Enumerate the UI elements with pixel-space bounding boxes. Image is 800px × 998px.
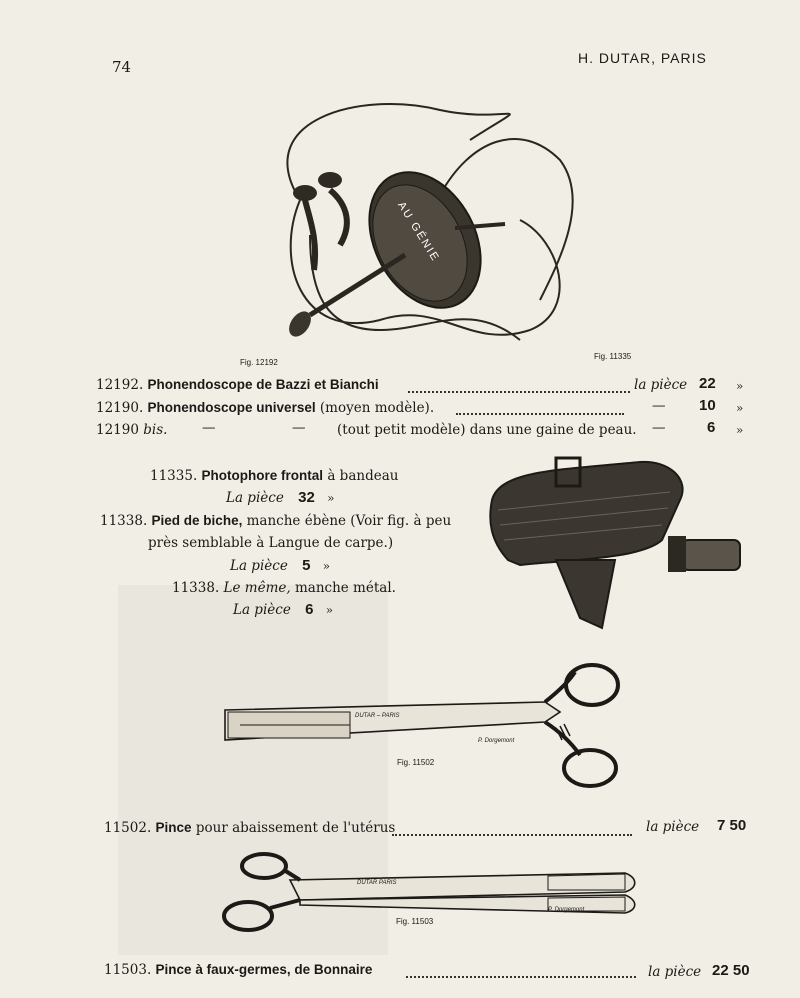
entry-ref: 11338. <box>100 513 148 529</box>
ditto-dash-2: — <box>292 420 306 436</box>
entry-unit: La pièce <box>233 602 291 618</box>
entry-11503 <box>104 962 372 978</box>
entry-mark: » <box>325 603 334 617</box>
pince-11503-signature: P. Dorgemont <box>548 907 585 913</box>
entry-unit: — <box>652 398 666 414</box>
entry-name: Pied de biche, <box>151 513 243 528</box>
entry-unit: la pièce <box>648 964 702 980</box>
company-header: H. DUTAR, PARIS <box>578 50 707 66</box>
entry-desc-line2: près semblable à Langue de carpe.) <box>148 535 394 551</box>
entry-desc-line1: manche ébène (Voir fig. à peu <box>246 513 452 529</box>
entry-price: 32 <box>298 489 315 506</box>
entry-price: 10 <box>699 397 716 414</box>
entry-price: 7 50 <box>717 817 747 834</box>
entry-ref: 11503. <box>104 962 152 978</box>
entry-unit: — <box>652 420 666 436</box>
entry-desc: à bandeau <box>327 468 399 484</box>
entry-mark: » <box>736 423 744 437</box>
entry-mark: » <box>327 491 335 505</box>
entry-price: 6 <box>707 419 716 436</box>
pince-11502-signature: P. Dorgemont <box>478 738 515 744</box>
entry-desc: pour abaissement de l'utérus <box>195 820 396 836</box>
fig-caption-11335: Fig. 11335 <box>594 352 632 361</box>
entry-price: 5 <box>302 557 311 574</box>
entry-ref-suffix: bis. <box>143 422 168 438</box>
entry-name: Pince <box>155 820 192 835</box>
entry-unit: La pièce <box>230 558 288 574</box>
entry-unit: La pièce <box>226 490 284 506</box>
page-number: 74 <box>112 58 132 76</box>
entry-mark: » <box>736 401 744 415</box>
entry-price: 6 <box>305 601 314 618</box>
entry-mark: » <box>736 379 744 393</box>
entry-ref: 11502. <box>104 820 152 836</box>
pince-11503-engraving: DUTAR PARIS <box>357 880 397 886</box>
ditto-dash-1: — <box>202 420 216 436</box>
entry-desc: manche métal. <box>294 580 396 596</box>
badge-word-1: AU <box>395 199 416 223</box>
entry-unit: la pièce <box>646 819 700 835</box>
entry-ref: 12192. <box>96 377 144 393</box>
entry-desc: (moyen modèle). <box>319 400 435 416</box>
leader-dots <box>406 976 636 978</box>
entry-desc: (tout petit modèle) dans une gaine de peau. <box>337 422 637 438</box>
entry-name: Photophore frontal <box>201 468 324 483</box>
entry-name: Phonendoscope de Bazzi et Bianchi <box>147 377 379 392</box>
entry-ref: 11335. <box>150 468 198 484</box>
entry-ref: 11338. <box>172 580 220 596</box>
fig-caption-11502: Fig. 11502 <box>397 758 435 767</box>
fig-caption-11503: Fig. 11503 <box>396 917 434 926</box>
entry-price: 22 50 <box>712 962 750 979</box>
entry-name: Le même, <box>223 580 291 596</box>
fig-caption-12192: Fig. 12192 <box>240 358 278 367</box>
entry-price: 22 <box>699 375 716 392</box>
badge-word-2: GÉNIE <box>407 220 442 265</box>
entry-mark: » <box>322 559 331 573</box>
entry-ref: 12190 <box>96 422 139 438</box>
entry-name: Phonendoscope universel <box>147 400 316 415</box>
entry-unit: la pièce <box>634 377 688 393</box>
entry-name: Pince à faux-germes, de Bonnaire <box>155 962 373 977</box>
entry-ref: 12190. <box>96 400 144 416</box>
pince-11502-engraving: DUTAR – PARIS <box>355 713 400 719</box>
